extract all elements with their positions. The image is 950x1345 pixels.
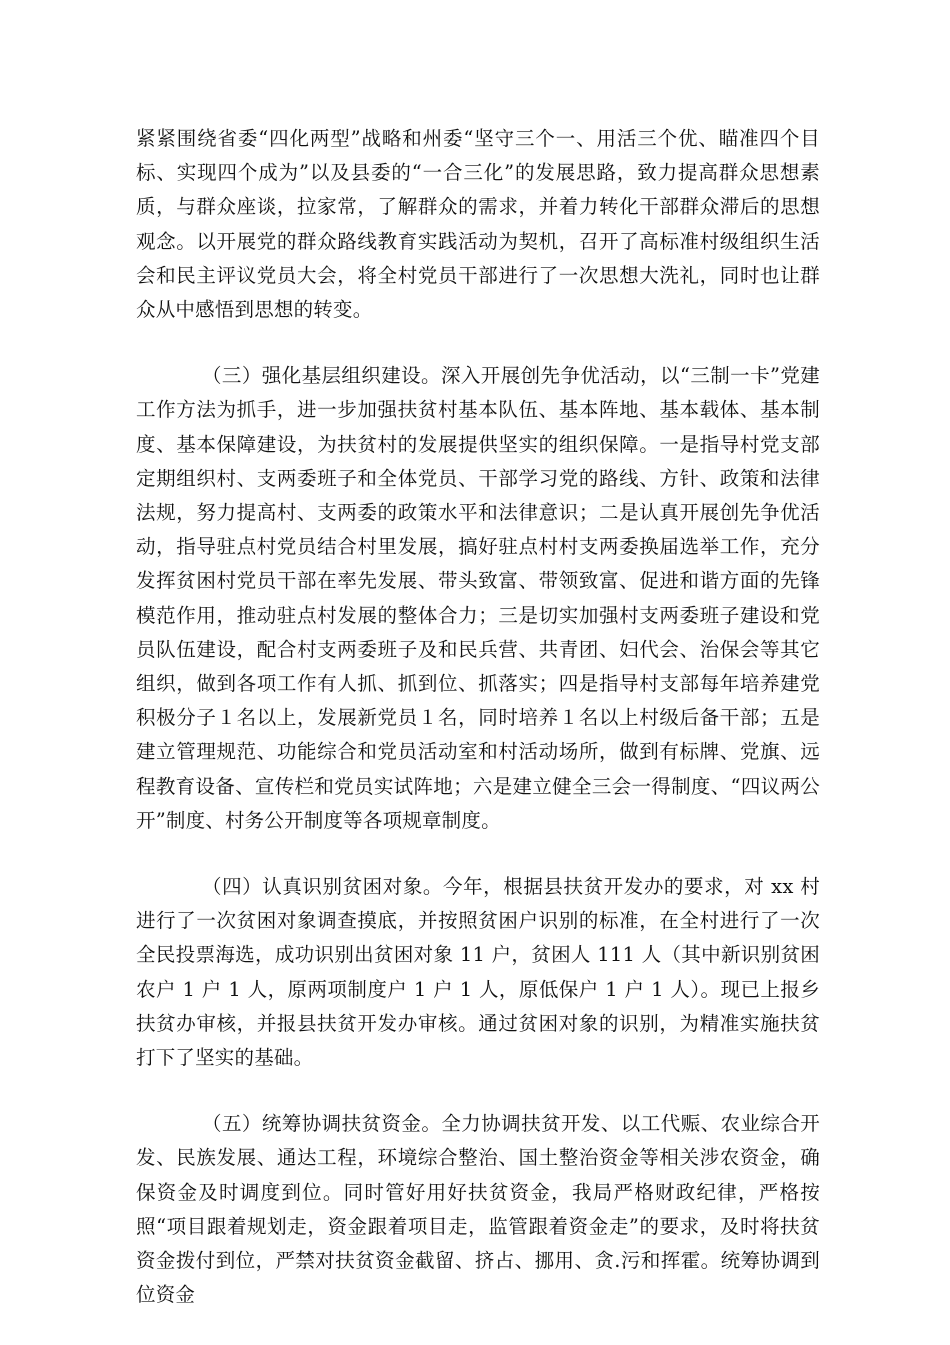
paragraph-ideology: 紧紧围绕省委“四化两型”战略和州委“坚守三个一、用活三个优、瞄准四个目标、实现四个成为”以及县委的“一合三化”的发展思路，致力提高群众思想素质，与群众座谈，拉家常，了解群众的需求，并着力转化干部群众滞后的思想观念。以开展党的群众路线教育实践活动为契机，召开了高标准村级组织生活会和民主评议党员大会，将全村党员干部进行了一次思想大洗礼，同时也让群众从中感悟到思想的转变。 [136, 127, 820, 322]
paragraph-poverty-identification: （四）认真识别贫困对象。今年，根据县扶贫开发办的要求，对 xx 村进行了一次贫困对象调查摸底，并按照贫困户识别的标准，在全村进行了一次全民投票海选，成功识别出贫困对象 11 户，贫困人 111 人（其中新识别贫困农户 1 户 1 人，原两项制度户 1 户 1 人，原低保户 1 户 1 人）。现已上报乡扶贫办审核，并报县扶贫开发办审核。通过贫困对象的识别，为精准实施扶贫打下了坚实的基础。 [136, 875, 820, 1070]
paragraph-poverty-funds: （五）统筹协调扶贫资金。全力协调扶贫开发、以工代赈、农业综合开发、民族发展、通达工程，环境综合整治、国土整治资金等相关涉农资金，确保资金及时调度到位。同时管好用好扶贫资金，我局严格财政纪律，严格按照“项目跟着规划走，资金跟着项目走，监管跟着资金走”的要求，及时将扶贫资金拨付到位，严禁对扶贫资金截留、挤占、挪用、贪.污和挥霍。统筹协调到位资金 [136, 1112, 820, 1307]
paragraph-grassroots-organization: （三）强化基层组织建设。深入开展创先争优活动，以“三制一卡”党建工作方法为抓手，进一步加强扶贫村基本队伍、基本阵地、基本载体、基本制度、基本保障建设，为扶贫村的发展提供坚实的组织保障。一是指导村党支部定期组织村、支两委班子和全体党员、干部学习党的路线、方针、政策和法律法规，努力提高村、支两委的政策水平和法律意识；二是认真开展创先争优活动，指导驻点村党员结合村里发展，搞好驻点村村支两委换届选举工作，充分发挥贫困村党员干部在率先发展、带头致富、带领致富、促进和谐方面的先锋模范作用，推动驻点村发展的整体合力；三是切实加强村支两委班子建设和党员队伍建设，配合村支两委班子及和民兵营、共青团、妇代会、治保会等其它组织，做到各项工作有人抓、抓到位、抓落实；四是指导村支部每年培养建党积极分子１名以上，发展新党员１名，同时培养１名以上村级后备干部；五是建立管理规范、功能综合和党员活动室和村活动场所，做到有标牌、党旗、远程教育设备、宣传栏和党员实试阵地；六是建立健全三会一得制度、“四议两公开”制度、村务公开制度等各项规章制度。 [136, 364, 820, 832]
document-body [136, 122, 820, 1345]
